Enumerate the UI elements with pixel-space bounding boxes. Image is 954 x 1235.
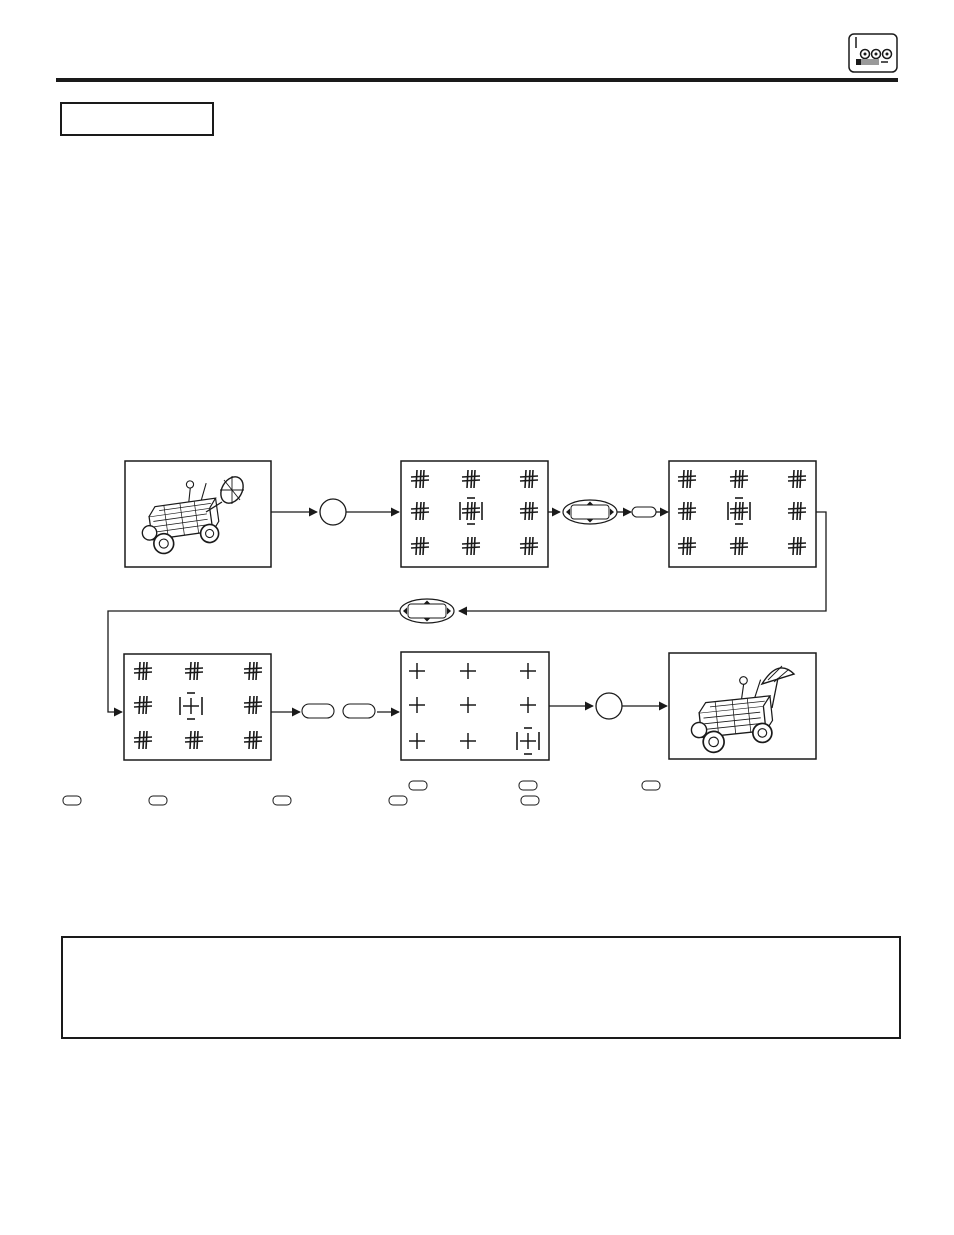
step-picture-original	[125, 461, 271, 567]
section-title-box	[60, 102, 214, 136]
step-picture-adjusted	[669, 653, 816, 759]
step-grid-hatched-2	[669, 461, 816, 567]
step-grid-hatched-1	[401, 461, 548, 567]
step-grid-hatched-3	[124, 654, 271, 760]
note-box	[61, 936, 901, 1039]
remote-pill-button-2a[interactable]	[302, 704, 334, 718]
remote-round-button-2[interactable]	[596, 693, 622, 719]
remote-pill-button-2b[interactable]	[343, 704, 375, 718]
remote-dpad-2[interactable]	[400, 599, 454, 623]
pip-camera-icon	[848, 33, 898, 73]
remote-dpad-1[interactable]	[563, 500, 617, 524]
step-grid-cross	[401, 652, 549, 760]
remote-pill-button-1[interactable]	[632, 507, 656, 517]
key-legend	[63, 781, 660, 805]
header-rule	[56, 78, 898, 82]
remote-round-button[interactable]	[320, 499, 346, 525]
